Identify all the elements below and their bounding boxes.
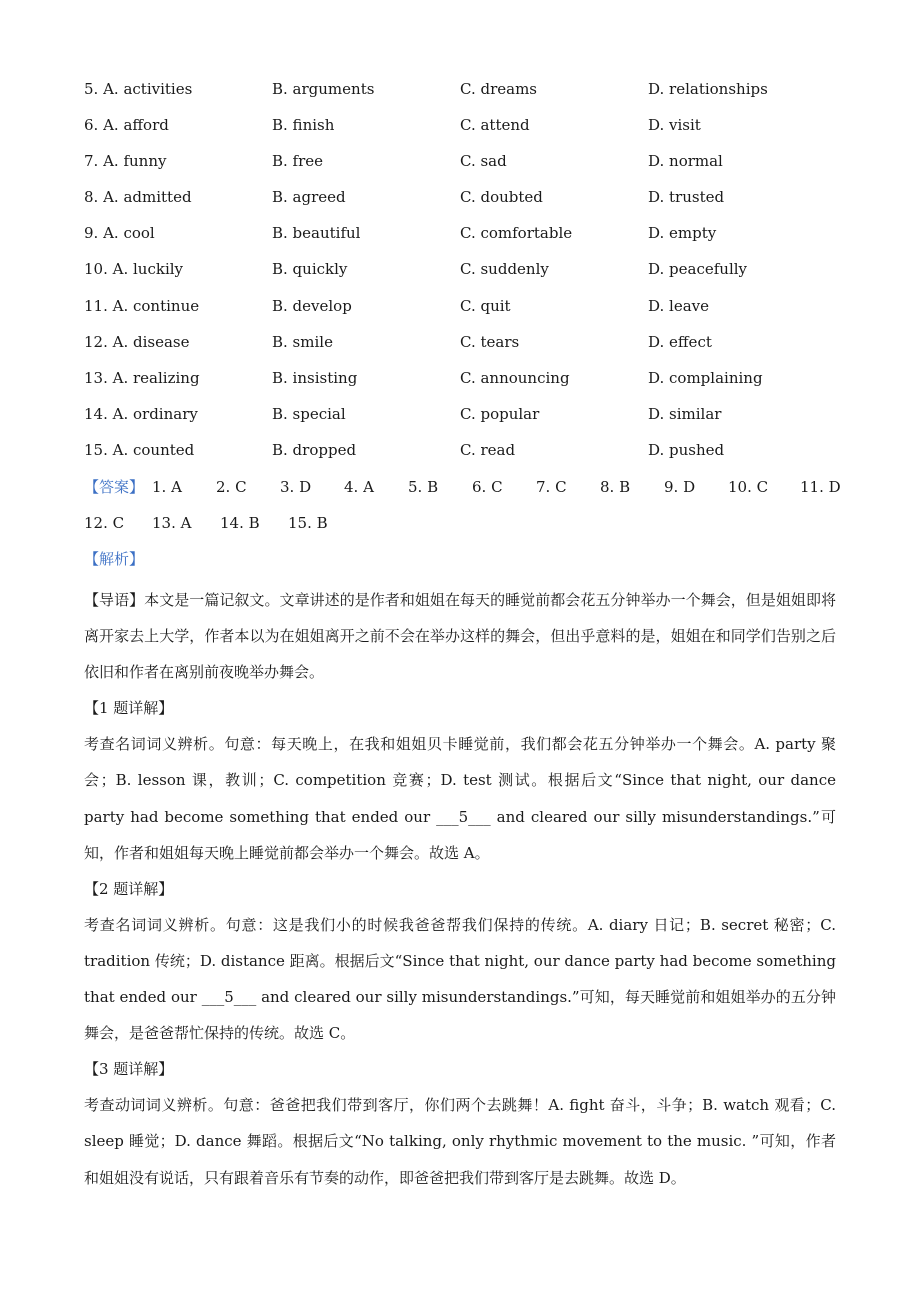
option-a: 15. A. counted: [84, 440, 195, 459]
q2-explanation: 考查名词词义辨析。句意：这是我们小的时候我爸爸帮我们保持的传统。A. diary 日记；B. secret 秘密；C. tradition 传统；D. distance 距离。根据后文“Since that night, our dance party had become something that ended our ___5___ and cleared our silly misunderstandings.”可知，每天睡觉前和姐姐举办的五分钟舞会，是爸爸帮忙保持的传统。故选 C。: [84, 915, 836, 1043]
option-row-8: [84, 186, 844, 222]
analysis-label: 【解析】: [84, 550, 145, 568]
option-c: C. read: [460, 440, 516, 459]
option-b: B. quickly: [272, 260, 348, 279]
option-d: D. leave: [648, 296, 709, 315]
option-row-15: [84, 439, 844, 475]
option-b: B. dropped: [272, 440, 357, 459]
option-row-7: [84, 150, 844, 186]
option-c: C. sad: [460, 152, 507, 171]
answer-section: [84, 476, 844, 548]
option-a: 5. A. activities: [84, 80, 193, 98]
option-b: B. finish: [272, 116, 335, 135]
options-list: [84, 78, 844, 475]
option-c: C. tears: [460, 332, 520, 351]
option-b: B. arguments: [272, 80, 375, 98]
option-b: B. insisting: [272, 368, 358, 387]
q1-heading: 【1 题详解】: [84, 699, 174, 718]
option-a: 14. A. ordinary: [84, 404, 198, 423]
option-a: 8. A. admitted: [84, 188, 192, 207]
q2-heading: 【2 题详解】: [84, 879, 174, 898]
answer-item: 10. C: [728, 478, 769, 496]
option-row-6: [84, 114, 844, 150]
option-b: B. special: [272, 404, 346, 423]
q3-explanation: 考查动词词义辨析。句意：爸爸把我们带到客厅，你们两个去跳舞！A. fight 奋斗，斗争；B. watch 观看；C. sleep 睡觉；D. dance 舞蹈。根据后文“No talking, only rhythmic movement to the music. ”可知，作者和姐姐没有说话，只有跟着音乐有节奏的动作，即爸爸把我们带到客厅是去跳舞。故选 D。: [84, 1096, 836, 1187]
q3-heading: 【3 题详解】: [84, 1060, 174, 1079]
option-c: C. quit: [460, 296, 511, 315]
option-d: D. visit: [648, 116, 701, 135]
q1-explanation: 考查名词词义辨析。句意：每天晚上，在我和姐姐贝卡睡觉前，我们都会花五分钟举办一个舞会。A. party 聚会；B. lesson 课，教训；C. competition 竞赛；D. test 测试。根据后文“Since that night, our dance party had become something that ended our ___5___ and cleared our silly misunderstandings.”可知，作者和姐姐每天晚上睡觉前都会举办一个舞会。故选 A。: [84, 735, 836, 862]
option-d: D. similar: [648, 404, 722, 423]
option-d: D. complaining: [648, 368, 763, 387]
option-row-14: [84, 403, 844, 439]
answer-item: 6. C: [472, 478, 503, 496]
option-a: 13. A. realizing: [84, 368, 200, 387]
answer-item: 8. B: [600, 478, 631, 496]
option-b: B. free: [272, 152, 324, 171]
option-a: 9. A. cool: [84, 224, 155, 243]
option-a: 6. A. afford: [84, 116, 169, 135]
option-d: D. effect: [648, 332, 712, 351]
option-a: 10. A. luckily: [84, 260, 184, 279]
option-c: C. doubted: [460, 188, 543, 207]
option-row-5: [84, 78, 844, 114]
guide-paragraph: 【导语】本文是一篇记叙文。文章讲述的是作者和姐姐在每天的睡觉前都会花五分钟举办一个舞会，但是姐姐即将离开家去上大学，作者本以为在姐姐离开之前不会在举办这样的舞会，但出乎意料的是，姐姐在和同学们告别之后依旧和作者在离别前夜晚举办舞会。: [84, 591, 836, 682]
answer-item: 1. A: [152, 478, 182, 496]
option-c: C. attend: [460, 116, 530, 135]
option-a: 7. A. funny: [84, 152, 167, 171]
answer-item: 11. D: [800, 478, 841, 496]
option-d: D. trusted: [648, 188, 725, 207]
option-row-12: [84, 331, 844, 367]
option-a: 11. A. continue: [84, 296, 200, 315]
answer-row-2: [84, 512, 844, 548]
answer-item: 4. A: [344, 478, 374, 496]
option-c: C. comfortable: [460, 224, 573, 243]
option-b: B. beautiful: [272, 224, 361, 243]
answer-label: 【答案】: [84, 478, 145, 496]
option-c: C. popular: [460, 404, 540, 423]
option-c: C. announcing: [460, 368, 570, 387]
option-d: D. peacefully: [648, 260, 748, 279]
option-row-10: [84, 258, 844, 294]
option-b: B. agreed: [272, 188, 346, 207]
answer-item: 13. A: [152, 514, 192, 532]
answer-item: 9. D: [664, 478, 696, 496]
option-b: B. develop: [272, 296, 352, 315]
option-a: 12. A. disease: [84, 332, 190, 351]
answer-item: 12. C: [84, 514, 125, 532]
option-d: D. normal: [648, 152, 723, 171]
option-d: D. empty: [648, 224, 717, 243]
answer-item: 14. B: [220, 514, 260, 532]
option-row-11: [84, 295, 844, 331]
answer-item: 7. C: [536, 478, 567, 496]
answer-item: 15. B: [288, 514, 328, 532]
answer-item: 3. D: [280, 478, 312, 496]
option-d: D. pushed: [648, 440, 725, 459]
answer-item: 2. C: [216, 478, 247, 496]
option-b: B. smile: [272, 332, 333, 351]
analysis-body: [84, 582, 836, 1196]
answer-item: 5. B: [408, 478, 439, 496]
option-d: D. relationships: [648, 80, 768, 98]
option-row-13: [84, 367, 844, 403]
option-c: C. dreams: [460, 80, 537, 98]
answer-row-1: [84, 476, 844, 512]
option-c: C. suddenly: [460, 260, 549, 279]
option-row-9: [84, 222, 844, 258]
